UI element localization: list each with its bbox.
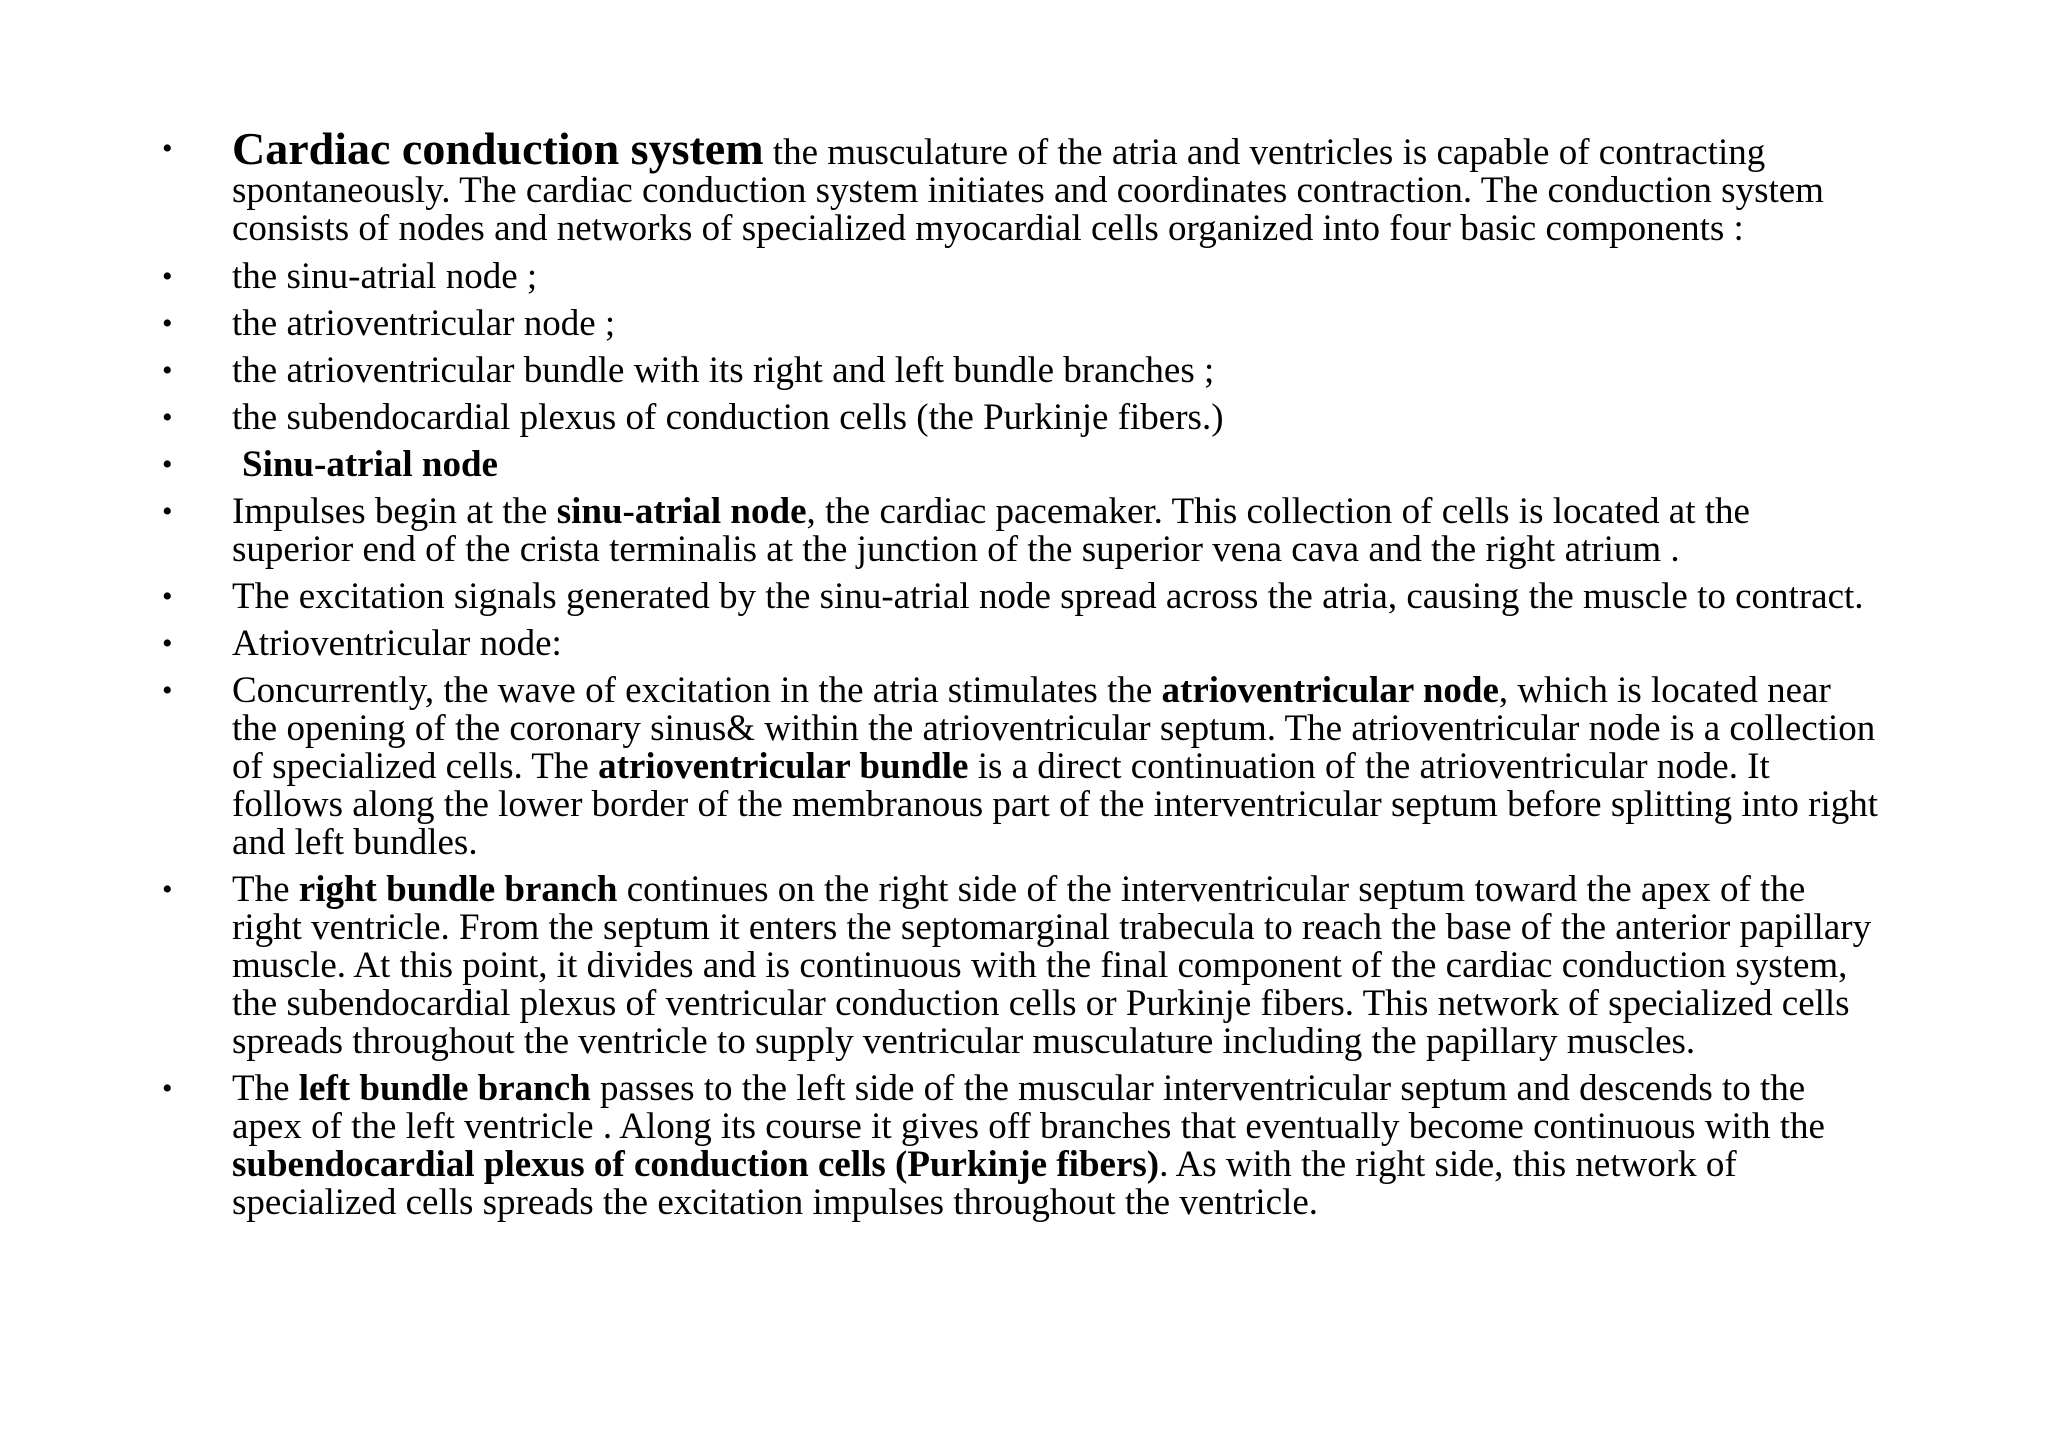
bullet-item-component-4 [160, 399, 1880, 437]
section-title: Cardiac conduction system [232, 123, 764, 174]
intro-text: the musculature of the atria and ventricles is capable of contracting spontaneously. The cardiac conduction system initiates and coordinates contraction. The conduction system consists of nodes and networks of specialized myocardial cells organized into four basic components : [232, 132, 1824, 249]
bullet-dot: • [162, 307, 173, 340]
text-segment: . As with the right side, this network of specialized cells spreads the excitation impulses throughout the ventricle. [232, 1144, 1737, 1223]
component-text: the atrioventricular bundle with its right and left bundle branches ; [232, 350, 1215, 391]
bold-term: right bundle branch [298, 869, 618, 910]
text-segment: Impulses begin at the [232, 491, 557, 532]
component-text: the sinu-atrial node ; [232, 256, 538, 297]
bullet-item-component-1 [160, 258, 1880, 296]
subheading-atrioventricular: Atrioventricular node: [232, 623, 562, 664]
bullet-dot: • [162, 580, 173, 613]
bullet-dot: • [162, 401, 173, 434]
component-text: the atrioventricular node ; [232, 303, 616, 344]
text-segment: , the cardiac pacemaker. This collection of cells is located at the superior end of the crista terminalis at the junction of the superior vena cava and the right atrium . [232, 491, 1750, 570]
bold-term: atrioventricular node [1161, 670, 1499, 711]
bullet-item-sa-heading [160, 446, 1880, 484]
bullet-dot: • [162, 873, 173, 906]
text-segment: is a direct continuation of the atrioventricular node. It follows along the lower border of the membranous part of the interventricular septum before splitting into right and left bundles. [232, 746, 1879, 863]
text-segment: passes to the left side of the muscular interventricular septum and descends to the apex of the left ventricle . Along its course it gives off branches that eventually become continuous with the [232, 1068, 1825, 1147]
bullet-dot: • [162, 354, 173, 387]
subheading-sinu-atrial: Sinu-atrial node [242, 444, 498, 485]
bold-term: sinu-atrial node [556, 491, 807, 532]
bullet-item-component-3 [160, 352, 1880, 390]
text-segment: Concurrently, the wave of excitation in the atria stimulates the [232, 670, 1162, 711]
bullet-dot: • [162, 448, 173, 481]
bullet-item-left-bundle [160, 1070, 1880, 1222]
bullet-dot: • [162, 495, 173, 528]
bullet-item-component-2 [160, 305, 1880, 343]
bullet-item-av-node [160, 672, 1880, 862]
bullet-dot: • [162, 1072, 173, 1105]
text-segment: , which is located near the opening of the coronary sinus& within the atrioventricular septum. The atrioventricular node is a collection of specialized cells. The [232, 670, 1876, 787]
bullet-dot: • [162, 674, 173, 707]
bold-term: left bundle branch [298, 1068, 591, 1109]
bullet-list [160, 123, 1880, 1231]
bullet-item-intro [160, 123, 1880, 249]
bullet-item-sa-spread [160, 578, 1880, 616]
bullet-dot: • [162, 627, 173, 660]
bullet-dot: • [162, 260, 173, 293]
bullet-item-av-heading [160, 625, 1880, 663]
body-text: The excitation signals generated by the sinu-atrial node spread across the atria, causing the muscle to contract. [232, 576, 1864, 617]
component-text: the subendocardial plexus of conduction cells (the Purkinje fibers.) [232, 397, 1224, 438]
bold-term: subendocardial plexus of conduction cells (Purkinje fibers) [232, 1144, 1160, 1185]
bullet-item-right-bundle [160, 871, 1880, 1061]
text-segment: The [232, 869, 299, 910]
text-segment: continues on the right side of the interventricular septum toward the apex of the right ventricle. From the septum it enters the septomarginal trabecula to reach the base of the anterior papillary muscle. At this point, it divides and is continuous with the final component of the cardiac conduction system, the subendocardial plexus of ventricular conduction cells or Purkinje fibers. This network of specialized cells spreads throughout the ventricle to supply ventricular musculature including the papillary muscles. [232, 869, 1872, 1062]
bullet-item-sa-impulses [160, 493, 1880, 569]
text-segment: The [232, 1068, 299, 1109]
bold-term: atrioventricular bundle [598, 746, 969, 787]
bullet-dot: • [162, 132, 173, 165]
